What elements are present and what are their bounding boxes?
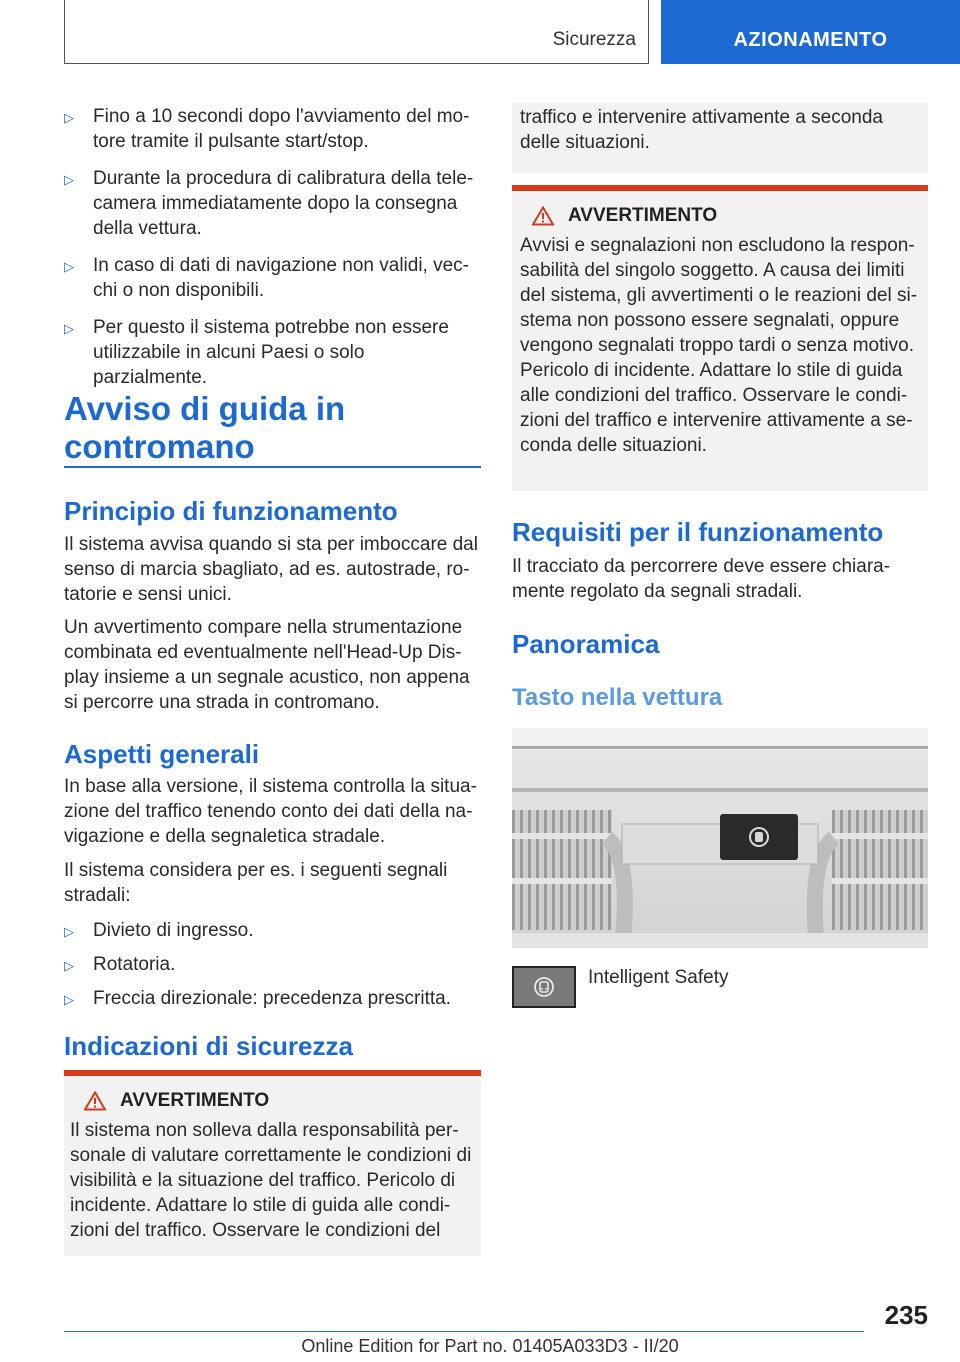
list-item: ▷ Rotatoria. — [64, 952, 481, 977]
triangle-bullet-icon: ▷ — [64, 924, 74, 939]
heading-general: Aspetti generali — [64, 739, 260, 769]
continued-note-text: traffico e intervenire attivamente a seconda delle situazioni. — [520, 107, 883, 153]
header-section-label: Sicurezza — [552, 29, 636, 50]
warning-box-left — [64, 1070, 481, 1256]
paragraph-principle-1: Il sistema avvisa quando si sta per imboccare dal senso di marcia sbagliato, ad es. autostrade, ro-tatorie e sensi unici. — [64, 534, 478, 605]
intelligent-safety-button[interactable] — [512, 966, 576, 1008]
heading-button: Tasto nella vettura — [512, 684, 723, 711]
footer-divider — [64, 1331, 864, 1332]
heading-safety: Indicazioni di sicurezza — [64, 1031, 353, 1061]
list-item: ▷ In caso di dati di navigazione non validi, vec-chi o non disponibili. — [64, 255, 470, 301]
bullet-list-signs — [64, 918, 481, 1011]
paragraph-general-1: In base alla versione, il sistema controlla la situa-zione del traffico tenendo conto dei dati della na-vigazione e della segnaletica stradale. — [64, 776, 477, 847]
list-item: ▷ Durante la procedura di calibratura della tele-camera immediatamente dopo la consegna della vettura. — [64, 168, 474, 239]
paragraph-principle-2: Un avvertimento compare nella strumentazione combinata ed eventualmente nell'Head-Up Dis-play insieme a un segnale acustico, non appena si percorre una strada in contromano. — [64, 617, 470, 713]
warning-triangle-icon — [84, 1091, 106, 1111]
triangle-bullet-icon: ▷ — [64, 259, 74, 274]
triangle-bullet-icon: ▷ — [64, 110, 74, 125]
warning-title: AVVERTIMENTO — [532, 205, 920, 227]
list-item: ▷ Freccia direzionale: precedenza prescritta. — [64, 986, 481, 1011]
vehicle-button-photo — [512, 728, 928, 948]
warning-box-right — [512, 185, 928, 491]
list-item: ▷ Fino a 10 secondi dopo l'avviamento del mo-tore tramite il pulsante start/stop. — [64, 106, 470, 152]
page-number: 235 — [884, 1300, 928, 1330]
footer-edition: Online Edition for Part no. 01405A033D3 - II/20 — [301, 1336, 679, 1356]
header-chapter-tab[interactable]: AZIONAMENTO — [661, 0, 960, 64]
continued-note-box — [512, 103, 928, 173]
heading-overview: Panoramica — [512, 629, 660, 659]
chapter-title: Avviso di guida in contromano — [64, 390, 346, 465]
triangle-bullet-icon: ▷ — [64, 321, 74, 336]
triangle-bullet-icon: ▷ — [64, 992, 74, 1007]
title-divider — [64, 466, 481, 468]
heading-principle: Principio di funzionamento — [64, 496, 398, 526]
bullet-list-top — [64, 104, 481, 390]
header-section-box — [64, 0, 649, 64]
paragraph-requirements: Il tracciato da percorrere deve essere chiara-mente regolato da segnali stradali. — [512, 556, 891, 602]
list-item: ▷ Per questo il sistema potrebbe non essere utilizzabile in alcuni Paesi o solo parzialmente. — [64, 317, 449, 388]
paragraph-general-2: Il sistema considera per es. i seguenti segnali stradali: — [64, 860, 448, 906]
warning-text: Il sistema non solleva dalla responsabilità per-sonale di valutare correttamente le condizioni di visibilità e la situazione del traffico. Pericolo di incidente. Adattare lo stile di guida alle condi-zioni del traffico. Osservare le condizioni del — [70, 1120, 472, 1241]
warning-triangle-icon — [532, 206, 554, 226]
warning-text: Avvisi e segnalazioni non escludono la respon-sabilità del singolo soggetto. A causa dei limiti del sistema, gli avvertimenti o le reazioni del si-stema non possono essere segnalati, oppure vengono segnalati troppo tardi o senza motivo. Pericolo di incidente. Adattare lo stile di guida alle condizioni del traffico. Osservare le condi-zioni del traffico e intervenire attivamente a se-conda delle situazioni. — [520, 235, 918, 456]
triangle-bullet-icon: ▷ — [64, 958, 74, 973]
list-item: ▷ Divieto di ingresso. — [64, 918, 481, 943]
button-label: Intelligent Safety — [588, 967, 729, 988]
warning-title: AVVERTIMENTO — [84, 1090, 473, 1112]
triangle-bullet-icon: ▷ — [64, 172, 74, 187]
intelligent-safety-icon — [533, 976, 555, 998]
heading-requirements: Requisiti per il funzionamento — [512, 517, 884, 547]
